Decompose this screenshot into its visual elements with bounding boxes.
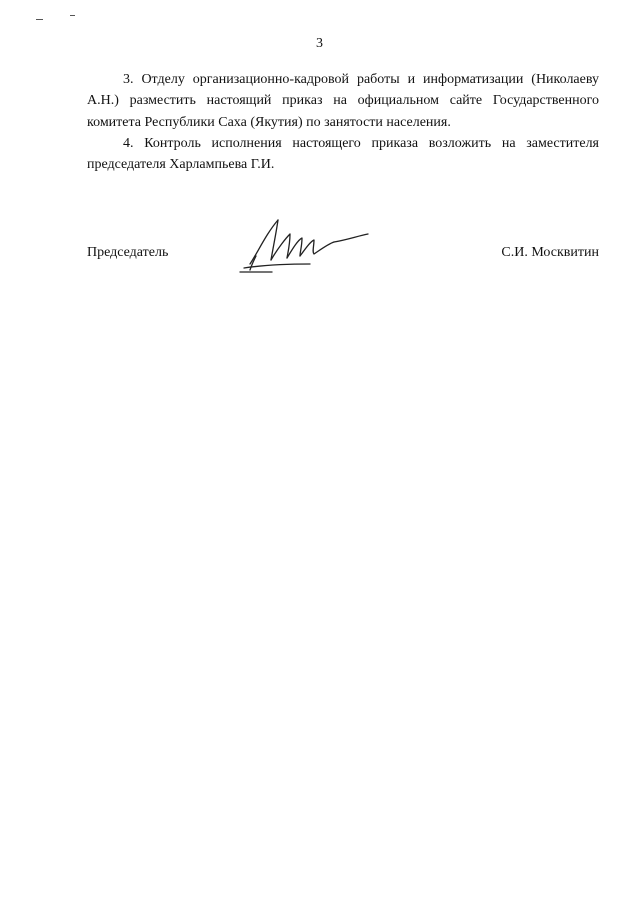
document-body	[87, 69, 599, 175]
page-number: 3	[316, 36, 323, 51]
scan-artifact-mark	[36, 19, 43, 20]
paragraph-item-4: 4. Контроль исполнения настоящего приказа возложить на заместителя председателя Харлампьева Г.И.	[87, 135, 599, 173]
signature-block	[87, 245, 599, 265]
paragraph-item-3: 3. Отделу организационно-кадровой работы и информатизации (Николаеву А.Н.) разместить настоящий приказ на официальном сайте Государственного комитета Республики Саха (Якутия) по занятости населения.	[87, 72, 599, 130]
signatory-title: Председатель	[87, 245, 169, 260]
scan-artifact-mark	[70, 15, 75, 16]
signatory-name: С.И. Москвитин	[501, 245, 599, 260]
